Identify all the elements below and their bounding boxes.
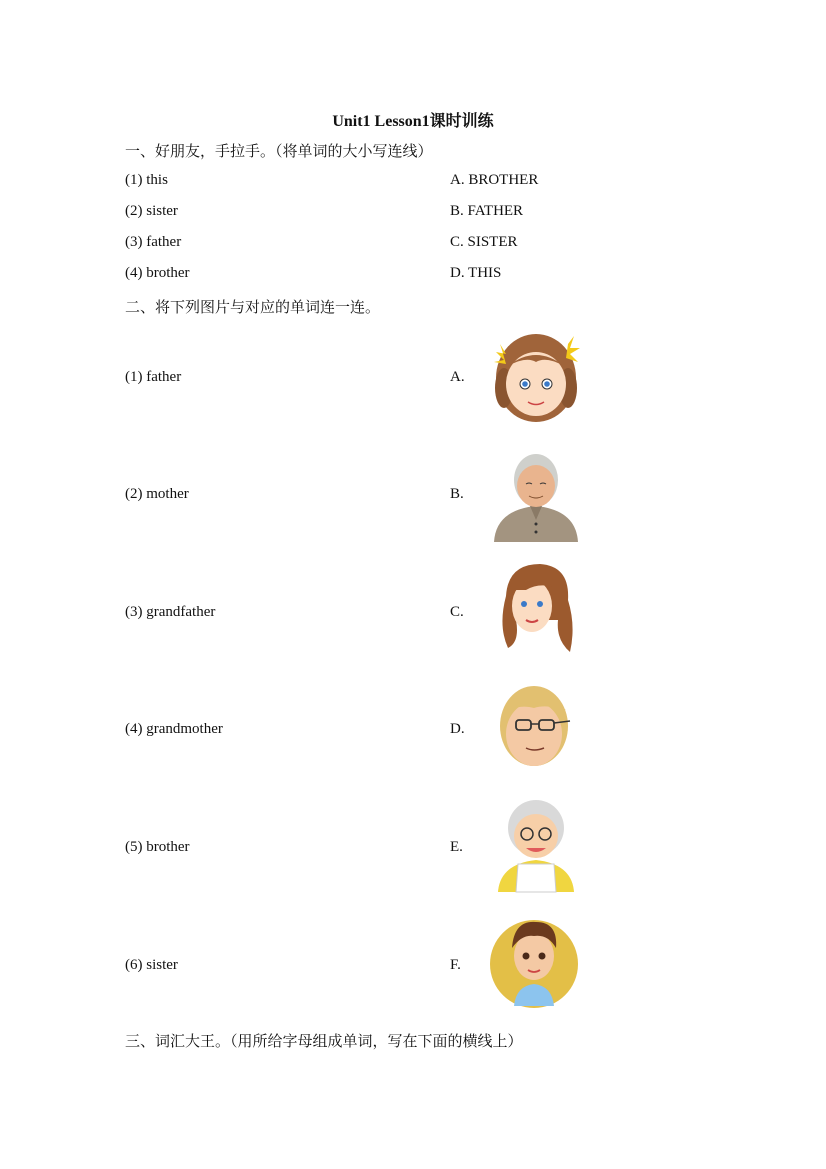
page-title: Unit1 Lesson1课时训练 <box>332 113 494 130</box>
s1-left-2: (2) sister <box>125 203 178 219</box>
s2-left-5: (5) brother <box>125 839 190 855</box>
s1-right-2: B. FATHER <box>450 203 524 219</box>
man-with-glasses-icon <box>486 678 586 778</box>
s1-right-1: A. BROTHER <box>450 172 539 188</box>
section1-heading: 一、好朋友，手拉手。（将单词的大小写连线） <box>125 144 433 160</box>
s2-right-5: E. <box>450 839 463 855</box>
s1-left-3: (3) father <box>125 234 182 250</box>
s2-left-3: (3) grandfather <box>125 604 216 620</box>
girl-with-pigtails-icon <box>486 326 586 426</box>
s2-right-4: D. <box>450 721 465 737</box>
s1-left-1: (1) this <box>125 172 168 188</box>
s2-left-2: (2) mother <box>125 486 189 502</box>
s1-right-4: D. THIS <box>450 265 502 281</box>
s2-left-1: (1) father <box>125 369 182 385</box>
s2-right-6: F. <box>450 957 461 973</box>
boy-on-circle-icon <box>486 910 586 1010</box>
grandmother-icon <box>486 794 586 894</box>
s2-right-1: A. <box>450 369 465 385</box>
s1-left-4: (4) brother <box>125 265 190 281</box>
s2-left-4: (4) grandmother <box>125 721 223 737</box>
grandfather-icon <box>486 444 586 544</box>
s2-right-3: C. <box>450 604 464 620</box>
woman-long-hair-icon <box>486 556 586 656</box>
section2-heading: 二、将下列图片与对应的单词连一连。 <box>125 300 381 316</box>
s2-left-6: (6) sister <box>125 957 178 973</box>
section3-heading: 三、词汇大王。（用所给字母组成单词，写在下面的横线上） <box>125 1034 523 1050</box>
s2-right-2: B. <box>450 486 464 502</box>
s1-right-3: C. SISTER <box>450 234 518 250</box>
